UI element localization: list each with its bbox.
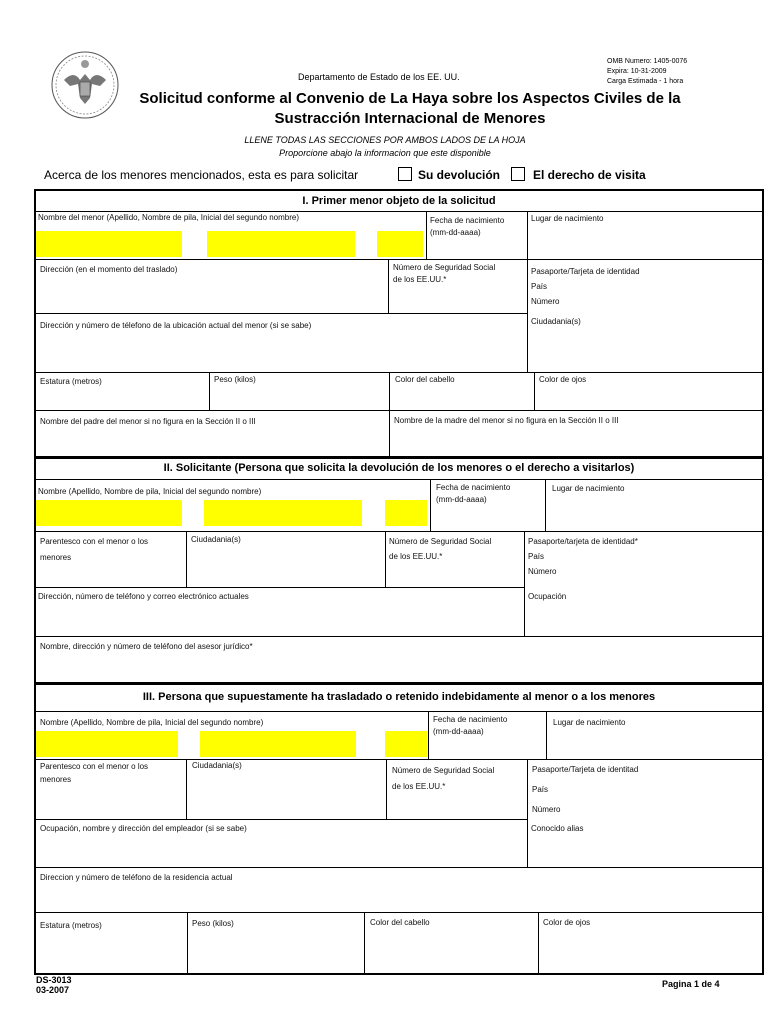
rule-line bbox=[186, 531, 187, 587]
rule-line bbox=[36, 313, 527, 314]
page-number: Pagina 1 de 4 bbox=[662, 979, 720, 989]
rule-line bbox=[36, 410, 762, 411]
rule-line bbox=[385, 531, 386, 587]
rule-line bbox=[209, 372, 210, 410]
s3-middle-initial-field[interactable] bbox=[385, 731, 427, 757]
rule-line bbox=[36, 912, 762, 913]
rule-line bbox=[527, 759, 528, 867]
rule-line bbox=[36, 587, 524, 588]
s1-ssn-label: Número de Seguridad Social de los EE.UU.* bbox=[393, 263, 496, 284]
rule-line bbox=[36, 456, 762, 459]
s2-name-label: Nombre (Apellido, Nombre de pila, Inicial del segundo nombre) bbox=[38, 487, 262, 496]
rule-line bbox=[389, 410, 390, 456]
s3-alias-label: Conocido alias bbox=[531, 824, 584, 833]
rule-line bbox=[386, 759, 387, 819]
rule-line bbox=[426, 211, 427, 259]
rule-line bbox=[527, 259, 528, 372]
return-checkbox[interactable] bbox=[398, 167, 412, 181]
section-3-title: III. Persona que supuestamente ha trasladado o retenido indebidamente al menor o a los menores bbox=[142, 691, 656, 703]
s2-citizenship-label: Ciudadania(s) bbox=[191, 535, 241, 544]
form-id bbox=[36, 975, 72, 995]
s3-name-label: Nombre (Apellido, Nombre de pila, Inicial del segundo nombre) bbox=[40, 718, 264, 727]
s3-residence-label: Direccion y número de teléfono de la residencia actual bbox=[40, 873, 233, 882]
s2-birthplace-label: Lugar de nacimiento bbox=[552, 484, 625, 493]
s3-weight-label: Peso (kilos) bbox=[192, 919, 234, 928]
s2-middle-initial-field[interactable] bbox=[385, 500, 427, 526]
form-frame bbox=[34, 189, 764, 975]
s2-dob-label: Fecha de nacimiento (mm-dd-aaaa) bbox=[436, 483, 511, 504]
rule-line bbox=[36, 479, 762, 480]
return-label: Su devolución bbox=[418, 168, 501, 182]
section-1-title: I. Primer menor objeto de la solicitud bbox=[302, 195, 496, 207]
rule-line bbox=[186, 759, 187, 819]
rule-line bbox=[534, 372, 535, 410]
rule-line bbox=[546, 711, 547, 759]
visitation-checkbox[interactable] bbox=[511, 167, 525, 181]
s1-name-label: Nombre del menor (Apellido, Nombre de pila, Inicial del segundo nombre) bbox=[38, 213, 300, 222]
rule-line bbox=[389, 372, 390, 410]
title-line-1: Solicitud conforme al Convenio de La Haya sobre los Aspectos Civiles de la bbox=[139, 90, 681, 107]
s1-first-name-field[interactable] bbox=[207, 231, 355, 257]
s3-eyes-label: Color de ojos bbox=[543, 918, 591, 927]
s1-address-label: Dirección (en el momento del traslado) bbox=[40, 265, 178, 274]
s1-middle-initial-field[interactable] bbox=[377, 231, 423, 257]
rule-line bbox=[538, 912, 539, 973]
omb-expires: Expira: 10-31-2009 bbox=[607, 68, 667, 75]
rule-line bbox=[428, 711, 429, 759]
rule-line bbox=[524, 531, 525, 636]
rule-line bbox=[36, 682, 762, 685]
s1-father-label: Nombre del padre del menor si no figura en la Sección II o III bbox=[40, 417, 256, 426]
form-date: 03-2007 bbox=[36, 985, 70, 995]
rule-line bbox=[545, 479, 546, 531]
request-question: Acerca de los menores mencionados, esta es para solicitar bbox=[44, 168, 359, 182]
s3-dob-label: Fecha de nacimiento (mm-dd-aaaa) bbox=[433, 715, 508, 736]
rule-line bbox=[527, 211, 528, 259]
form-number: DS-3013 bbox=[36, 975, 72, 985]
s2-relation-label: Parentesco con el menor o los menores bbox=[40, 537, 149, 562]
s3-relation-label: Parentesco con el menor o los menores bbox=[40, 762, 149, 784]
s3-ssn-label: Número de Seguridad Social de los EE.UU.* bbox=[392, 766, 495, 791]
omb-info bbox=[607, 57, 687, 87]
instructions bbox=[100, 134, 670, 160]
s2-passport-label: Pasaporte/tarjeta de identidad* País Número bbox=[528, 537, 638, 576]
s3-first-name-field[interactable] bbox=[200, 731, 356, 757]
s1-eyes-label: Color de ojos bbox=[539, 375, 587, 384]
s3-employer-label: Ocupación, nombre y dirección del empleador (si se sabe) bbox=[40, 824, 247, 833]
s3-hair-label: Color del cabello bbox=[370, 918, 430, 927]
s3-citizenship-label: Ciudadania(s) bbox=[192, 761, 242, 770]
s1-current-address-label: Dirección y número de télefono de la ubicación actual del menor (si se sabe) bbox=[40, 321, 312, 330]
rule-line bbox=[388, 259, 389, 313]
s1-height-label: Estatura (metros) bbox=[40, 377, 102, 386]
rule-line bbox=[36, 819, 527, 820]
rule-line bbox=[36, 531, 762, 532]
instruction-2: Proporcione abajo la informacion que este disponible bbox=[279, 148, 491, 158]
omb-number: OMB Numero: 1405-0076 bbox=[607, 58, 688, 65]
title-line-2: Sustracción Internacional de Menores bbox=[274, 110, 546, 127]
s2-first-name-field[interactable] bbox=[204, 500, 362, 526]
s3-passport-label: Pasaporte/Tarjeta de identitad País Número bbox=[532, 765, 639, 814]
s2-ssn-label: Número de Seguridad Social de los EE.UU.* bbox=[389, 537, 492, 561]
rule-line bbox=[364, 912, 365, 973]
s1-hair-label: Color del cabello bbox=[395, 375, 455, 384]
rule-line bbox=[36, 636, 762, 637]
s2-occupation-label: Ocupación bbox=[528, 592, 567, 601]
section-2-title: II. Solicitante (Persona que solicita la devolución de los menores o el derecho a visitarlos) bbox=[163, 462, 635, 474]
s1-mother-label: Nombre de la madre del menor si no figura en la Sección II o III bbox=[394, 416, 619, 425]
s2-legal-label: Nombre, dirección y número de teléfono del asesor jurídico* bbox=[40, 642, 253, 651]
form-title bbox=[90, 89, 730, 129]
s2-address-label: Dirección, número de teléfono y correo electrónico actuales bbox=[38, 592, 249, 601]
rule-line bbox=[36, 259, 762, 260]
rule-line bbox=[36, 711, 762, 712]
s2-last-name-field[interactable] bbox=[36, 500, 182, 526]
s1-citizenship-label: Ciudadania(s) bbox=[531, 317, 581, 326]
s1-passport-label: Pasaporte/Tarjeta de identidad País Número bbox=[531, 267, 640, 306]
s1-last-name-field[interactable] bbox=[36, 231, 182, 257]
s1-dob-label: Fecha de nacimiento (mm-dd-aaaa) bbox=[430, 216, 505, 237]
omb-burden: Carga Estimada - 1 hora bbox=[607, 78, 684, 85]
s3-height-label: Estatura (metros) bbox=[40, 921, 102, 930]
rule-line bbox=[430, 479, 431, 531]
s3-last-name-field[interactable] bbox=[36, 731, 178, 757]
visitation-label: El derecho de visita bbox=[533, 168, 646, 182]
instruction-1: LLENE TODAS LAS SECCIONES POR AMBOS LADOS DE LA HOJA bbox=[244, 135, 526, 145]
rule-line bbox=[36, 867, 762, 868]
rule-line bbox=[187, 912, 188, 973]
rule-line bbox=[36, 372, 762, 373]
department-name: Departamento de Estado de los EE. UU. bbox=[298, 72, 460, 82]
s3-birthplace-label: Lugar de nacimiento bbox=[553, 718, 626, 727]
s1-birthplace-label: Lugar de nacimiento bbox=[531, 214, 604, 223]
s1-weight-label: Peso (kilos) bbox=[214, 375, 256, 384]
